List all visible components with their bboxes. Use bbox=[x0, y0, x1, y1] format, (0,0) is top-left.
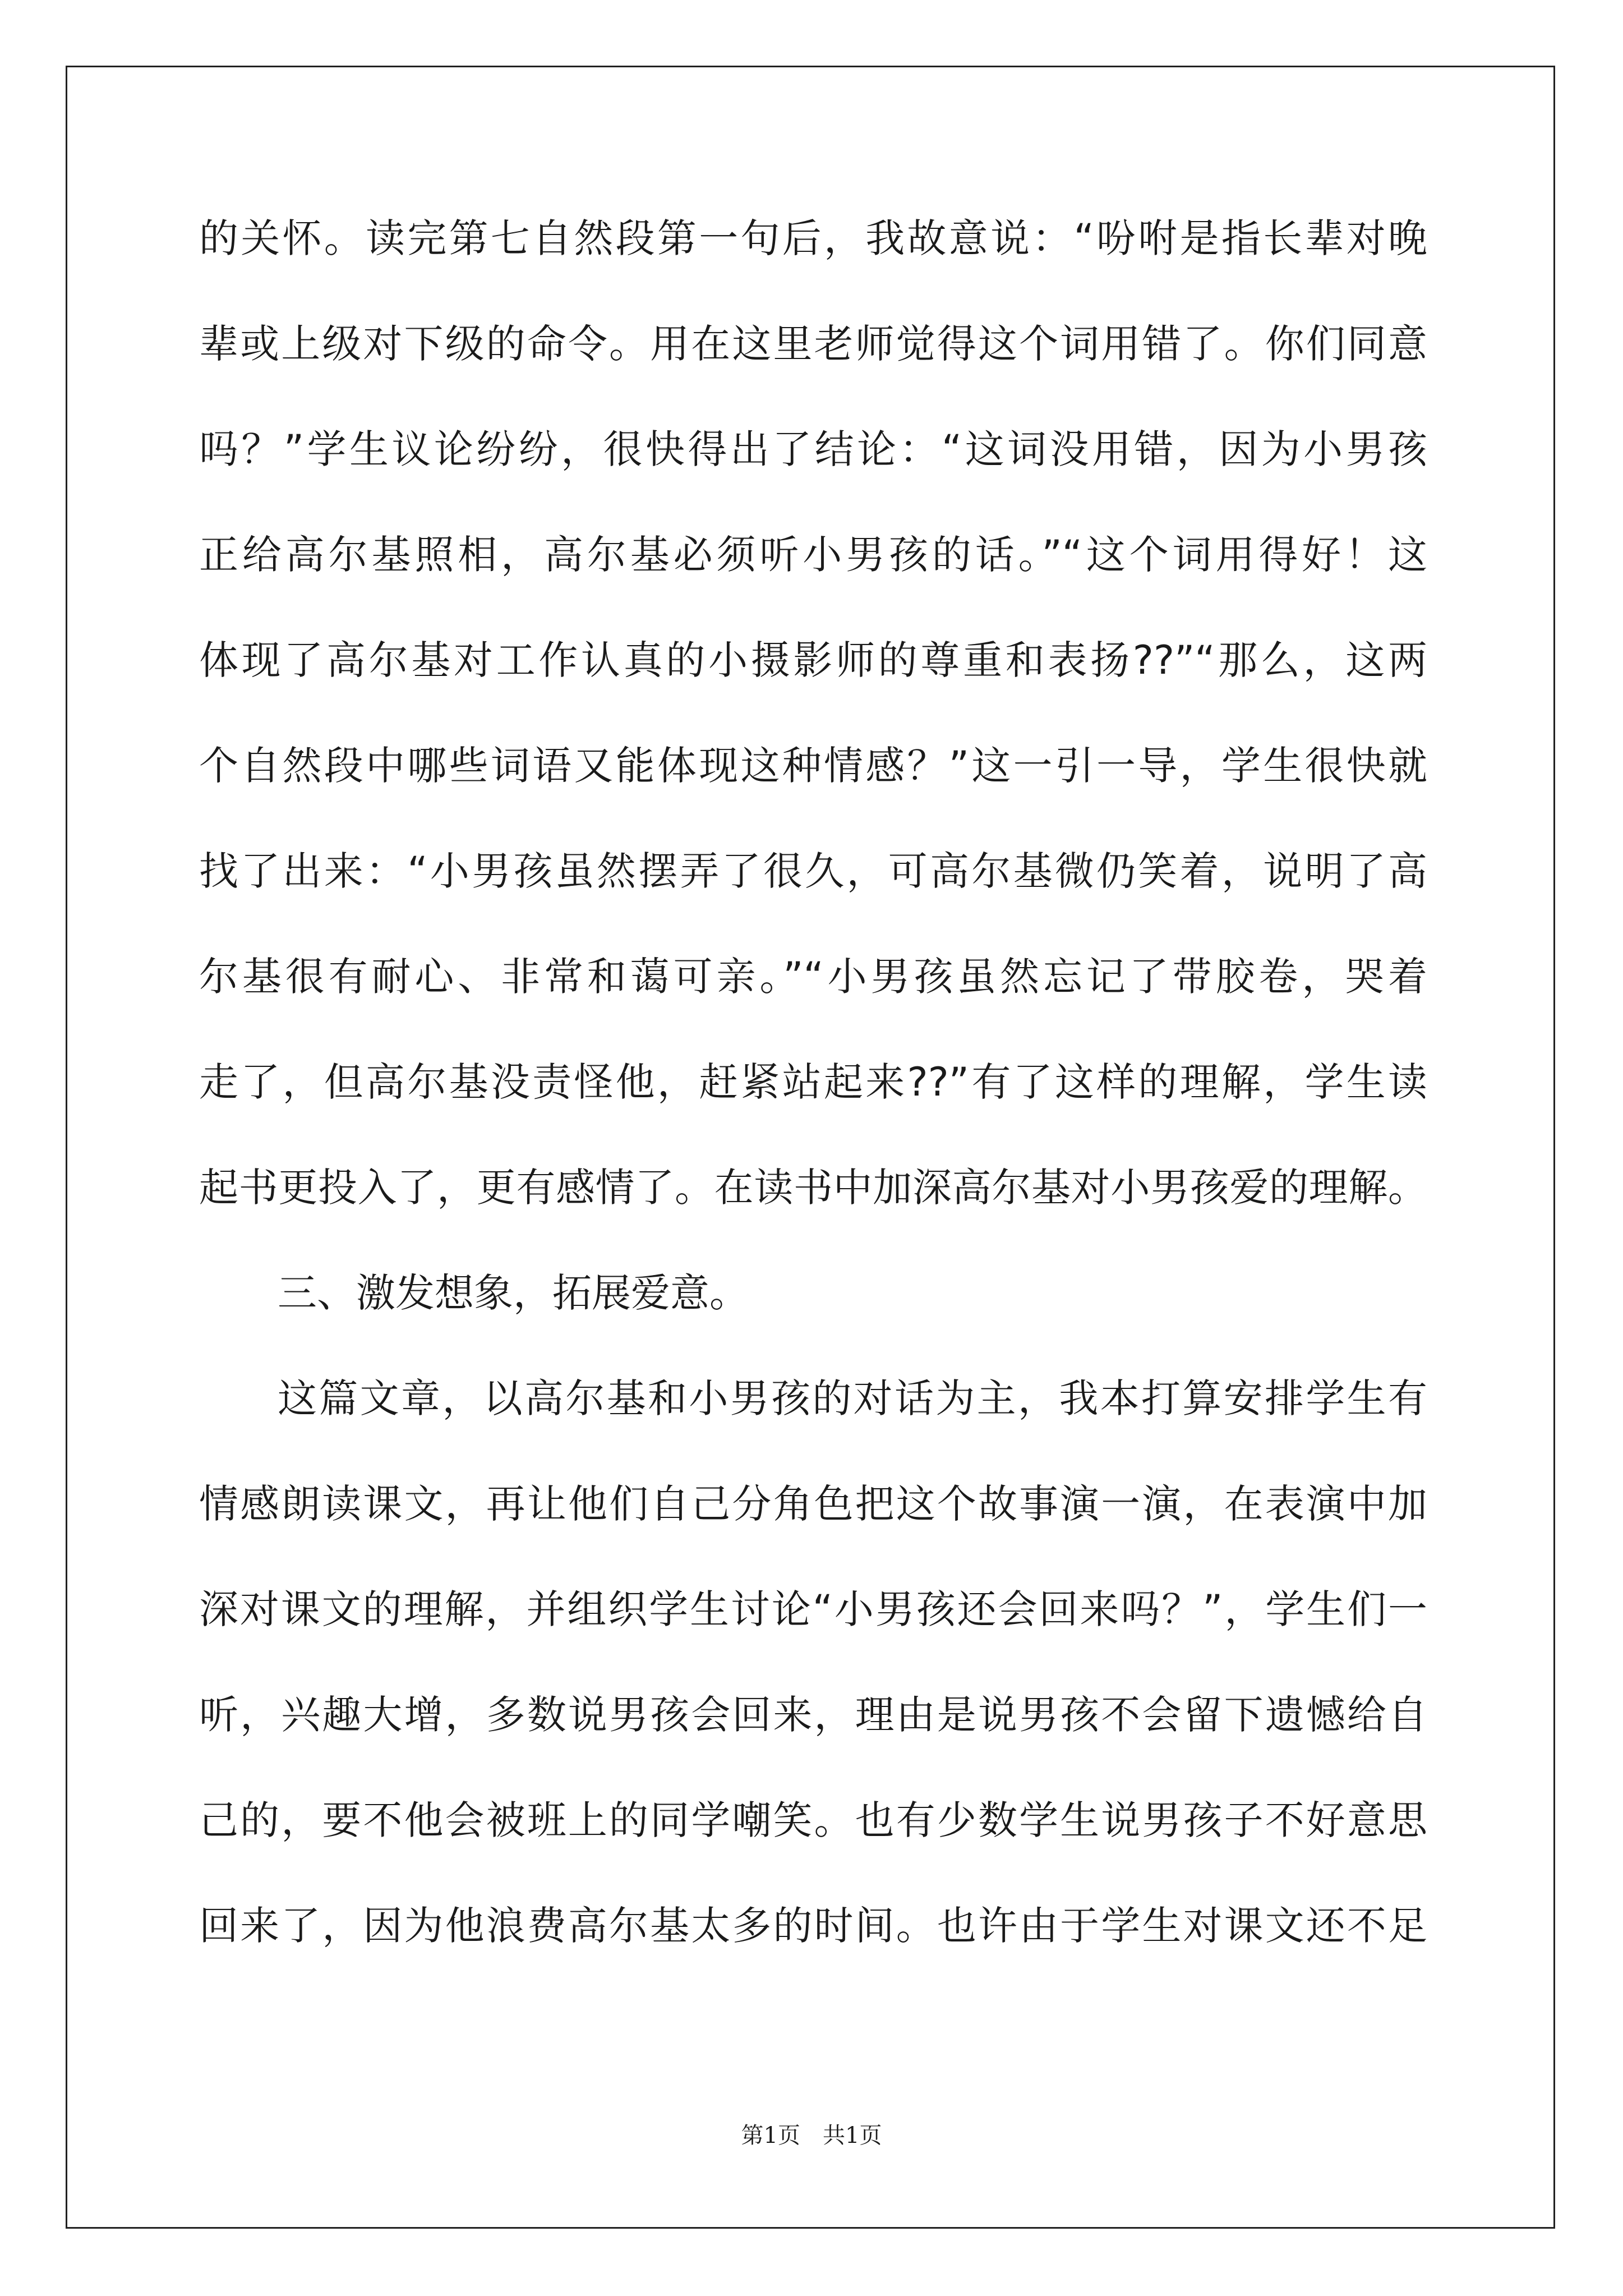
text-line: 找了出来：“小男孩虽然摆弄了很久，可高尔基微仍笑着，说明了高 bbox=[199, 848, 1427, 894]
section-heading: 三、激发想象，拓展爱意。 bbox=[278, 1270, 749, 1316]
text-line: 的关怀。读完第七自然段第一句后，我故意说：“吩咐是指长辈对晚 bbox=[199, 215, 1427, 261]
text-line: 己的，要不他会被班上的同学嘲笑。也有少数学生说男孩子不好意思 bbox=[199, 1797, 1427, 1843]
text-line: 尔基很有耐心、非常和蔼可亲。”“小男孩虽然忘记了带胶卷，哭着 bbox=[199, 954, 1427, 1000]
text-line: 听，兴趣大增，多数说男孩会回来，理由是说男孩不会留下遗憾给自 bbox=[199, 1692, 1427, 1738]
text-line: 正给高尔基照相，高尔基必须听小男孩的话。”“这个词用得好！这 bbox=[199, 532, 1427, 578]
page-number-footer: 第1页 共1页 bbox=[741, 2123, 882, 2148]
text-line: 起书更投入了，更有感情了。在读书中加深高尔基对小男孩爱的理解。 bbox=[199, 1165, 1427, 1211]
text-line: 深对课文的理解，并组织学生讨论“小男孩还会回来吗？”，学生们一 bbox=[199, 1586, 1427, 1632]
text-line: 个自然段中哪些词语又能体现这种情感？”这一引一导，学生很快就 bbox=[199, 743, 1427, 789]
text-line: 走了，但高尔基没责怪他，赶紧站起来??”有了这样的理解，学生读 bbox=[199, 1059, 1427, 1105]
text-line: 情感朗读课文，再让他们自己分角色把这个故事演一演，在表演中加 bbox=[199, 1481, 1427, 1527]
text-line: 这篇文章，以高尔基和小男孩的对话为主，我本打算安排学生有 bbox=[278, 1375, 1427, 1421]
text-line: 回来了，因为他浪费高尔基太多的时间。也许由于学生对课文还不足 bbox=[199, 1903, 1427, 1949]
text-line: 体现了高尔基对工作认真的小摄影师的尊重和表扬??”“那么，这两 bbox=[199, 637, 1427, 683]
text-line: 辈或上级对下级的命令。用在这里老师觉得这个词用错了。你们同意 bbox=[199, 321, 1427, 367]
text-line: 吗？”学生议论纷纷，很快得出了结论：“这词没用错，因为小男孩 bbox=[199, 426, 1427, 472]
